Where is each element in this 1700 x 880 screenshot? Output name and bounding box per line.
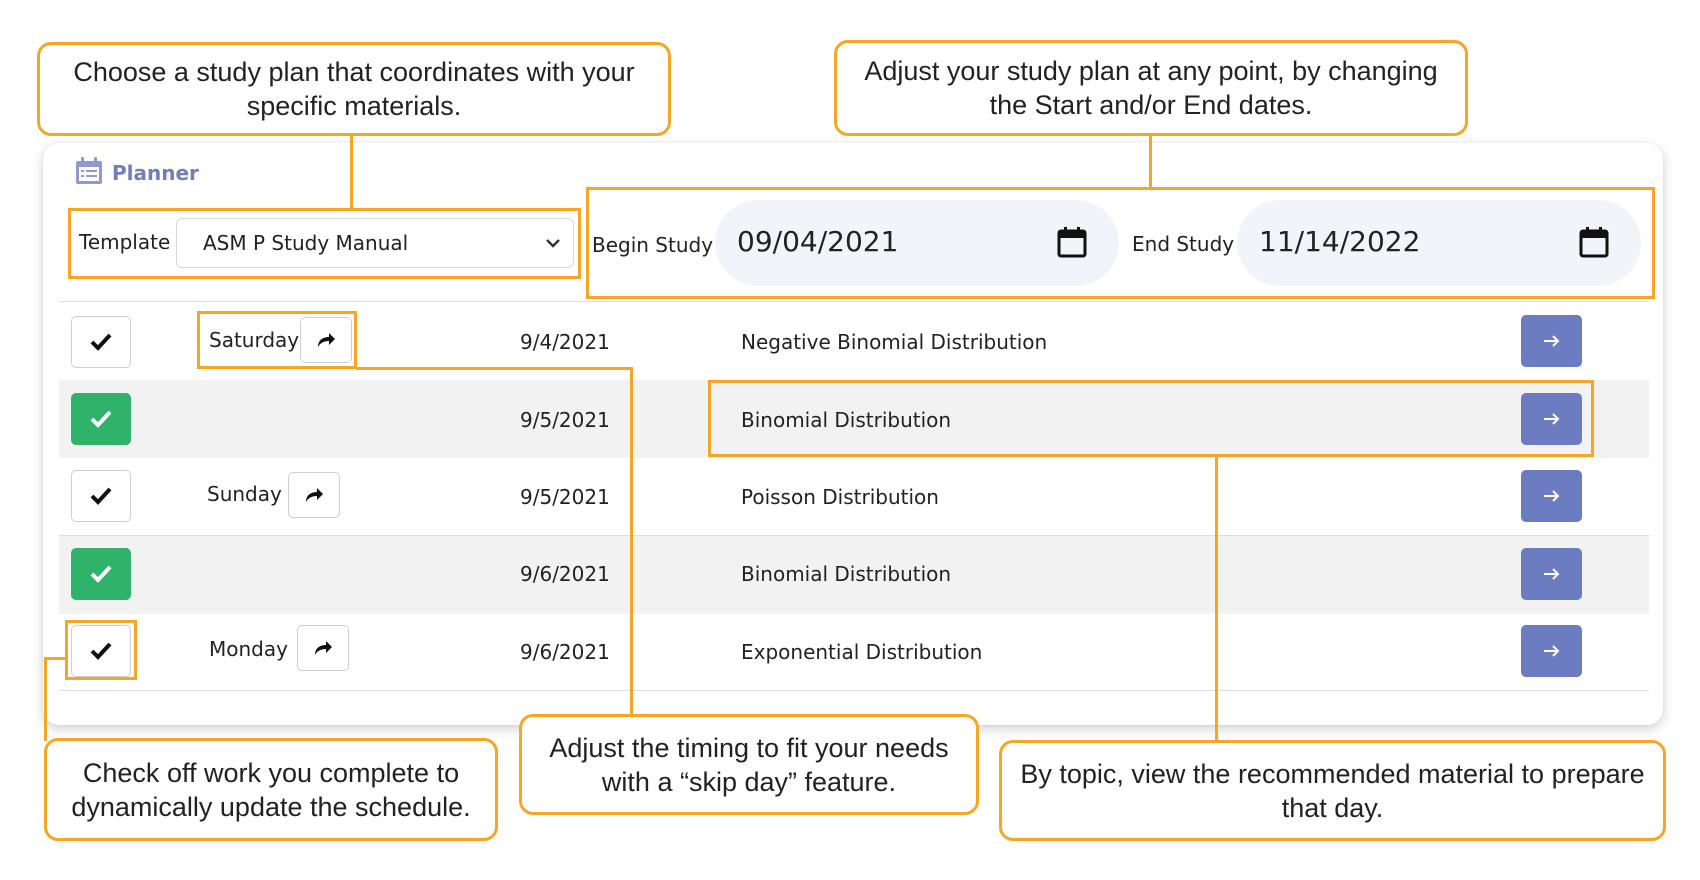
end-study-value: 11/14/2022 <box>1259 225 1421 258</box>
callout-template: Choose a study plan that coordinates with your specific materials. <box>37 42 671 136</box>
connector-line <box>44 657 47 741</box>
row-topic: Negative Binomial Distribution <box>741 330 1048 354</box>
begin-study-label: Begin Study <box>592 233 714 257</box>
view-material-button[interactable] <box>1521 548 1582 600</box>
planner-title: Planner <box>112 161 199 185</box>
row-date: 9/6/2021 <box>520 640 610 664</box>
row-topic: Binomial Distribution <box>741 562 952 586</box>
row-date: 9/6/2021 <box>520 562 610 586</box>
callout-dates: Adjust your study plan at any point, by changing the Start and/or End dates. <box>834 40 1468 136</box>
row-topic: Poisson Distribution <box>741 485 939 509</box>
connector-line <box>44 657 67 660</box>
planner-header <box>74 156 199 190</box>
callout-checkoff: Check off work you complete to dynamically update the schedule. <box>44 738 498 841</box>
connector-line <box>356 367 633 370</box>
template-highlight <box>68 208 581 279</box>
begin-study-value: 09/04/2021 <box>737 225 899 258</box>
row-topic: Binomial Distribution <box>741 408 952 432</box>
template-select-value: ASM P Study Manual <box>203 231 409 255</box>
template-label: Template <box>79 230 171 254</box>
callout-topic: By topic, view the recommended material to prepare that day. <box>999 740 1666 841</box>
topic-highlight <box>708 380 1594 457</box>
connector-line <box>1149 134 1152 188</box>
dates-highlight <box>586 187 1655 299</box>
day-label: Monday <box>209 637 288 661</box>
complete-checkbox[interactable] <box>71 470 131 522</box>
complete-checkbox[interactable] <box>71 393 131 445</box>
connector-line <box>350 135 353 209</box>
day-label: Saturday <box>209 328 300 352</box>
row-date: 9/4/2021 <box>520 330 610 354</box>
day-label: Sunday <box>207 482 282 506</box>
table-row <box>59 458 1649 536</box>
complete-checkbox[interactable] <box>71 548 131 600</box>
skip-day-button[interactable] <box>297 625 349 671</box>
table-row <box>59 536 1649 614</box>
skip-day-button[interactable] <box>288 472 340 518</box>
table-divider <box>59 690 1649 691</box>
skip-highlight <box>197 311 357 369</box>
row-topic: Exponential Distribution <box>741 640 983 664</box>
complete-checkbox[interactable] <box>71 316 131 368</box>
connector-line <box>1215 455 1218 742</box>
callout-skip: Adjust the timing to fit your needs with a “skip day” feature. <box>519 714 979 815</box>
calendar-list-icon <box>74 156 104 190</box>
view-material-button[interactable] <box>1521 625 1582 677</box>
connector-line <box>630 367 633 716</box>
table-row <box>59 614 1649 692</box>
row-date: 9/5/2021 <box>520 408 610 432</box>
view-material-button[interactable] <box>1521 470 1582 522</box>
row-date: 9/5/2021 <box>520 485 610 509</box>
checkbox-highlight <box>65 620 137 680</box>
view-material-button[interactable] <box>1521 315 1582 367</box>
end-study-label: End Study <box>1132 232 1235 256</box>
